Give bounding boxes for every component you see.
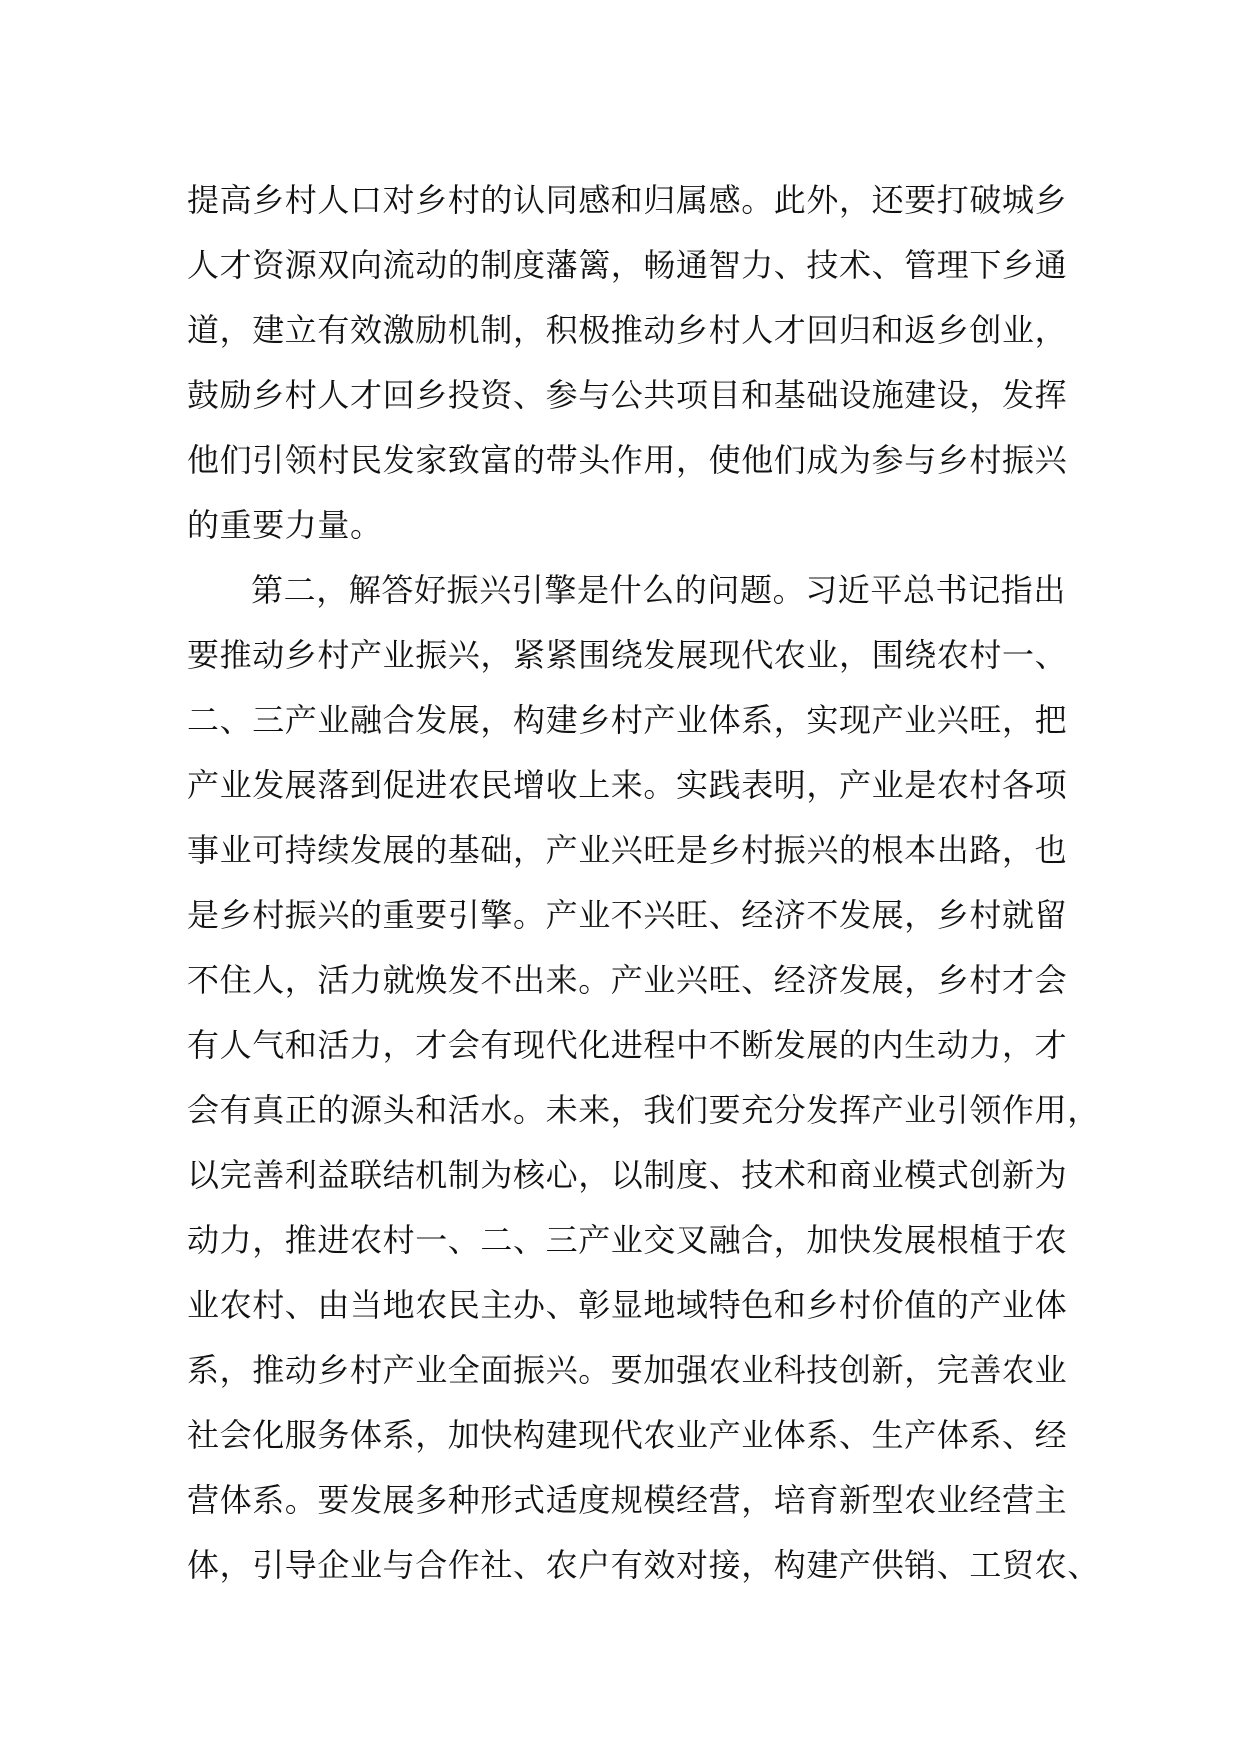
text-line: 社会化服务体系，加快构建现代农业产业体系、生产体系、经 <box>187 1416 1068 1454</box>
text-line: 不住人，活力就焕发不出来。产业兴旺、经济发展，乡村才会 <box>187 961 1068 999</box>
text-line: 道，建立有效激励机制，积极推动乡村人才回归和返乡创业， <box>187 311 1068 349</box>
text-line: 会有真正的源头和活水。未来，我们要充分发挥产业引领作用， <box>187 1091 1100 1129</box>
text-line: 有人气和活力，才会有现代化进程中不断发展的内生动力，才 <box>187 1026 1068 1064</box>
text-line: 提高乡村人口对乡村的认同感和归属感。此外，还要打破城乡 <box>187 181 1068 219</box>
paragraph-first-line: 第二，解答好振兴引擎是什么的问题。习近平总书记指出 <box>251 571 1067 609</box>
text-line: 事业可持续发展的基础，产业兴旺是乡村振兴的根本出路，也 <box>187 831 1068 869</box>
text-line: 以完善利益联结机制为核心，以制度、技术和商业模式创新为 <box>187 1156 1068 1194</box>
text-line: 系，推动乡村产业全面振兴。要加强农业科技创新，完善农业 <box>187 1351 1068 1389</box>
text-line: 营体系。要发展多种形式适度规模经营，培育新型农业经营主 <box>187 1481 1068 1519</box>
text-line: 产业发展落到促进农民增收上来。实践表明，产业是农村各项 <box>187 766 1068 804</box>
text-line: 动力，推进农村一、二、三产业交叉融合，加快发展根植于农 <box>187 1221 1068 1259</box>
text-line: 业农村、由当地农民主办、彰显地域特色和乡村价值的产业体 <box>187 1286 1068 1324</box>
text-line: 的重要力量。 <box>187 506 383 544</box>
text-line: 要推动乡村产业振兴，紧紧围绕发展现代农业，围绕农村一、 <box>187 636 1068 674</box>
text-line: 二、三产业融合发展，构建乡村产业体系，实现产业兴旺，把 <box>187 701 1068 739</box>
text-line: 鼓励乡村人才回乡投资、参与公共项目和基础设施建设，发挥 <box>187 376 1068 414</box>
text-line: 人才资源双向流动的制度藩篱，畅通智力、技术、管理下乡通 <box>187 246 1068 284</box>
text-line: 是乡村振兴的重要引擎。产业不兴旺、经济不发展，乡村就留 <box>187 896 1068 934</box>
text-line: 他们引领村民发家致富的带头作用，使他们成为参与乡村振兴 <box>187 441 1068 479</box>
body-text <box>187 168 1100 1598</box>
text-line: 体，引导企业与合作社、农户有效对接，构建产供销、工贸农、 <box>187 1546 1100 1584</box>
